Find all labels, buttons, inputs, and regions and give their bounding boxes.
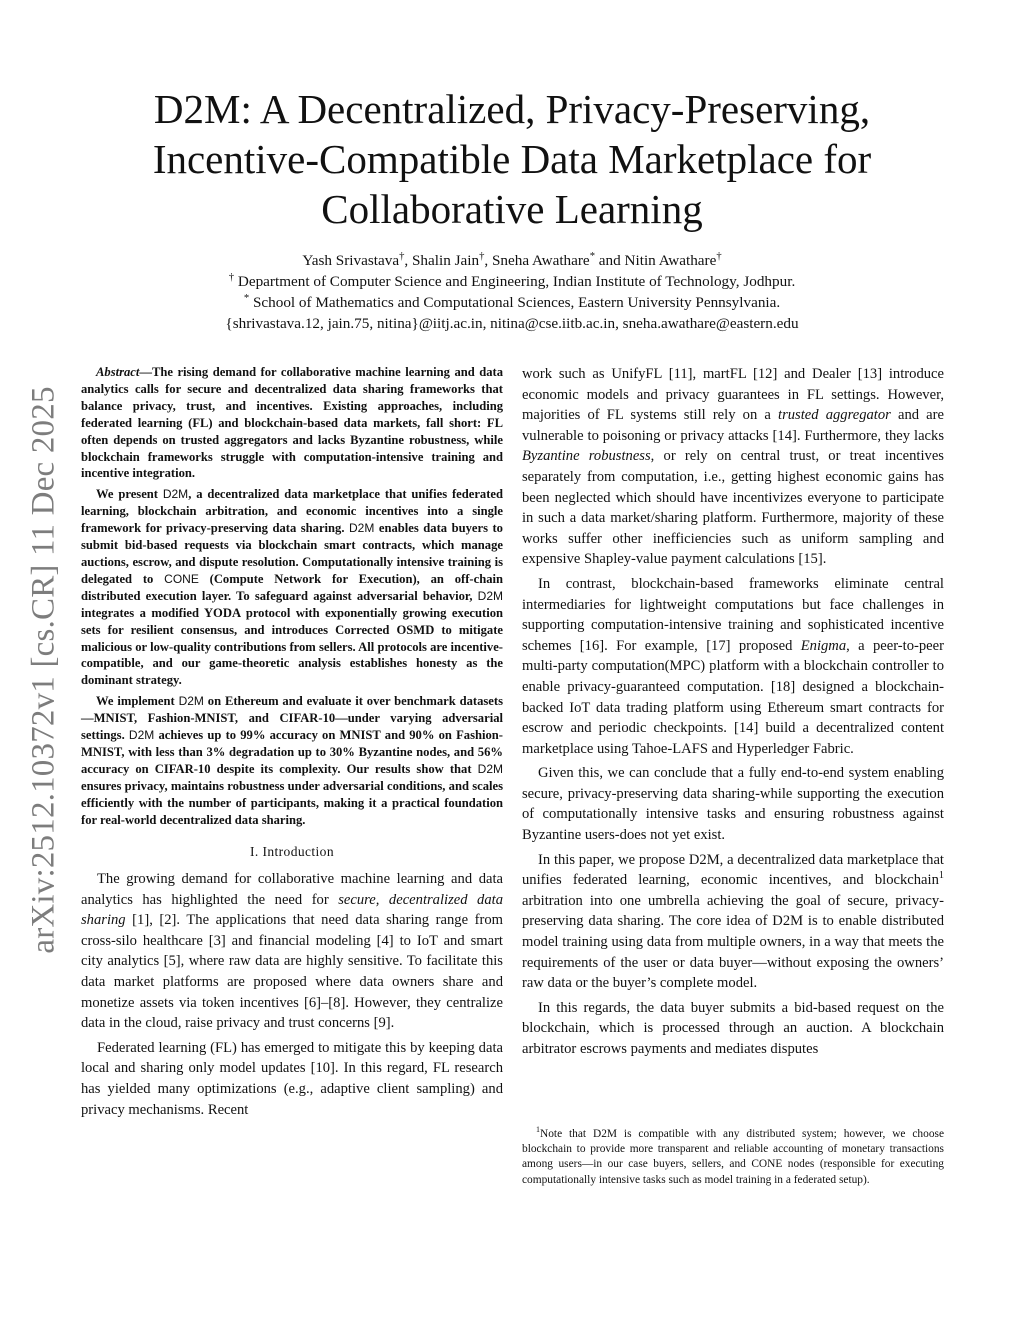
d2m-name: D2M [477,761,503,776]
abstract-paragraph-1 [81,364,503,482]
separator: , [404,252,412,269]
d2m-name: D2M [162,487,189,502]
body-text: The growing demand for collaborative machine learning and data analytics has highlighted the need for [81,871,503,908]
arxiv-identifier: arXiv:2512.10372v1 [cs.CR] 11 Dec 2025 [25,386,62,954]
abstract-text: integrates a modified YODA protocol with exponentially growing execution sets for resilient consensus, and introduces Corrected OSMD to mitigate malicious or low-quality contributions from sellers. All protocols are incentive-compatible, and our game-theoretic analysis establishes honesty as the dominant strategy. [81,605,503,688]
abstract-text: achieves up to 99% accuracy on MNIST and 90% on Fashion-MNIST, with less than 3% degradation up to 30% Byzantine nodes, and 56% accuracy on CIFAR-10 despite its complexity. Our results show that [81,728,503,776]
author-names [120,250,904,271]
footnote [522,1127,944,1188]
abstract-text: , a decentralized data marketplace that unifies federated learning, blockchain arbitration, and economic incentives into a single framework for privacy-preserving data sharing. [81,487,503,536]
footnote-1 [522,1127,944,1188]
abstract-text: ensures privacy, maintains robustness under adversarial conditions, and scales efficiently with the number of participants, making it a practical foundation for real-world decentralized data sharing. [81,778,503,827]
body-text: In this paper, we propose D2M, a decentralized data marketplace that unifies federated learning, economic incentives, and blockchain [522,851,944,889]
author-4: Nitin Awathare [624,252,717,269]
abstract-text: on Ethereum and evaluate it over benchmark datasets—MNIST, Fashion-MNIST, and CIFAR-10—under varying adversarial settings. [81,694,503,743]
body-text: In contrast, blockchain-based frameworks eliminate central intermediaries for lightweight computations but face challenges in supporting computation-intensive training and sophisticated incentive schemes [16]. For example, [17] proposed [522,575,944,654]
right-paragraph-5: In this regards, the data buyer submits a bid-based request on the blockchain, which is processed through an auction. A blockchain arbitrator escrows payments and mediates disputes [522,999,944,1057]
affiliation-2 [120,292,904,313]
title-line-1: D2M: A Decentralized, Privacy-Preserving, [153,86,871,132]
right-paragraph-1 [522,364,944,570]
author-3: Sneha Awathare [491,252,590,269]
right-paragraph-2 [522,574,944,759]
author-1: Yash Srivastava [302,252,400,269]
emphasis-text: Byzantine robustness [522,448,651,465]
separator: and [595,252,625,269]
right-paragraph-4 [522,850,944,994]
d2m-name: D2M [178,694,204,709]
intro-paragraph-2: Federated learning (FL) has emerged to mitigate this by keeping data local and sharing only model updates [10]. In this regard, FL research has yielded many optimizations (e.g., adaptive client sampling) and privacy mechanisms. Recent [81,1039,503,1118]
abstract-text: (Compute Network for Execution), an off-chain distributed execution layer. To safeguard against adversarial behavior, [81,571,503,603]
arxiv-sidebar [22,370,66,970]
body-text: [1], [2]. The applications that need data sharing range from cross-silo healthcare [3] and financial modeling [4] to IoT and smart city analytics [5], where raw data are highly sensitive. To facilitate this data market platforms are proposed where data owners share and monetize assets via token incentives [6]–[8]. However, they centralize data in the cloud, raise privacy and trust concerns [9]. [81,912,503,1032]
emphasis-text: trusted aggregator [778,407,891,424]
paper-title [120,84,904,234]
title-line-2: Incentive-Compatible Data Marketplace for [152,136,872,182]
body-text: arbitration into one umbrella achieving the goal of secure, privacy-preserving data sharing. The core idea of D2M is to enable distributed model training using data from multiple owners, in a way that meets the requirements of the user or data buyer—without exposing the owners’ raw data or the buyer’s complete model. [522,892,944,992]
abstract-text: We implement [96,694,179,709]
body-text: work such as UnifyFL [11], martFL [12] and Dealer [13] introduce economic models and privacy guarantees in FL settings. However, majorities of FL systems still rely on a [522,366,944,424]
affiliation-1-text: Department of Computer Science and Engineering, Indian Institute of Technology, Jodhpur. [237,273,796,290]
abstract-paragraph-2 [81,486,503,689]
abstract-label: Abstract [96,365,140,379]
cone-name: CONE [164,571,199,586]
abstract-paragraph-3 [81,693,503,828]
title-line-3: Collaborative Learning [321,186,703,232]
emphasis-text: Enigma [800,637,847,654]
d2m-name: D2M [349,521,375,536]
footnote-marker: 1 [938,870,944,882]
emphasis-text: secure, decentralized data sharing [81,891,503,929]
d2m-name: D2M [477,588,503,603]
intro-paragraph-1 [81,869,503,1034]
star-mark: * [589,250,595,262]
footnote-number: 1 [536,1125,540,1135]
dagger-mark: † [716,250,722,262]
abstract-text: enables data buyers to submit bid-based requests via blockchain smart contracts, which manage auctions, escrow, and dispute resolution. Computationally intensive training is delegated to [81,521,503,586]
author-2: Shalin Jain [411,252,480,269]
left-column [81,364,503,1124]
dagger-mark: † [228,271,235,283]
affiliation-1 [120,271,904,292]
author-emails: {shrivastava.12, jain.75, nitina}@iitj.ac.in, nitina@cse.iitb.ac.in, sneha.awathare@eastern.edu [225,315,799,332]
right-paragraph-3: Given this, we can conclude that a fully end-to-end system enabling secure, privacy-preserving data sharing-while supporting the execution of computationally intensive tasks and ensuring robustness against Byzantine users-does not yet exist. [522,765,944,844]
dagger-mark: † [399,250,405,262]
body-text: , a peer-to-peer multi-party computation(MPC) platform with a blockchain controller to enable privacy-guaranteed computation. [18] designed a blockchain-backed IoT data trading platform using Ethereum smart contracts for escrow and periodic checkpoints. [14] build a decentralized content marketplace using Tahoe-LAFS and Hyperledger Fabric. [522,637,944,757]
right-column [522,364,944,1064]
d2m-name: D2M [128,728,155,743]
section-heading-introduction: I. Introduction [250,844,334,860]
dagger-mark: † [479,250,485,262]
body-text: and are vulnerable to poisoning or privacy attacks [14]. Furthermore, they lacks [522,407,944,444]
separator: , [484,252,492,269]
abstract-text-1: —The rising demand for collaborative machine learning and data analytics calls for secure and decentralized data sharing frameworks that balance privacy, trust, and incentives. Existing approaches, including federated learning (FL) and blockchain-based data markets, fall short: FL often depends on trusted aggregators and lacks Byzantine robustness, while blockchain frameworks struggle with computation-intensive training and incentive integration. [81,365,503,481]
body-text: , or rely on central trust, or treat incentives separately from computation, i.e., getting highest economic gains has been neglected which should have incentivizes everyone to participate in such a data market/sharing platform. Furthermore, majority of these works suffer other inefficiencies such as uniform sampling and expensive Shapley-value payment calculations [15]. [522,448,944,568]
star-mark: * [243,292,250,304]
footnote-text: Note that D2M is compatible with any distributed system; however, we choose blockchain to provide more transparent and reliable accounting of monetary transactions among users—in our case buyers, sellers, and CONE nodes (responsible for executing computationally intensive tasks such as model training in a federated setup). [522,1128,944,1186]
abstract [81,364,503,828]
author-block [120,250,904,334]
abstract-text: We present [96,487,163,502]
affiliation-2-text: School of Mathematics and Computational Sciences, Eastern University Pennsylvania. [252,294,781,311]
